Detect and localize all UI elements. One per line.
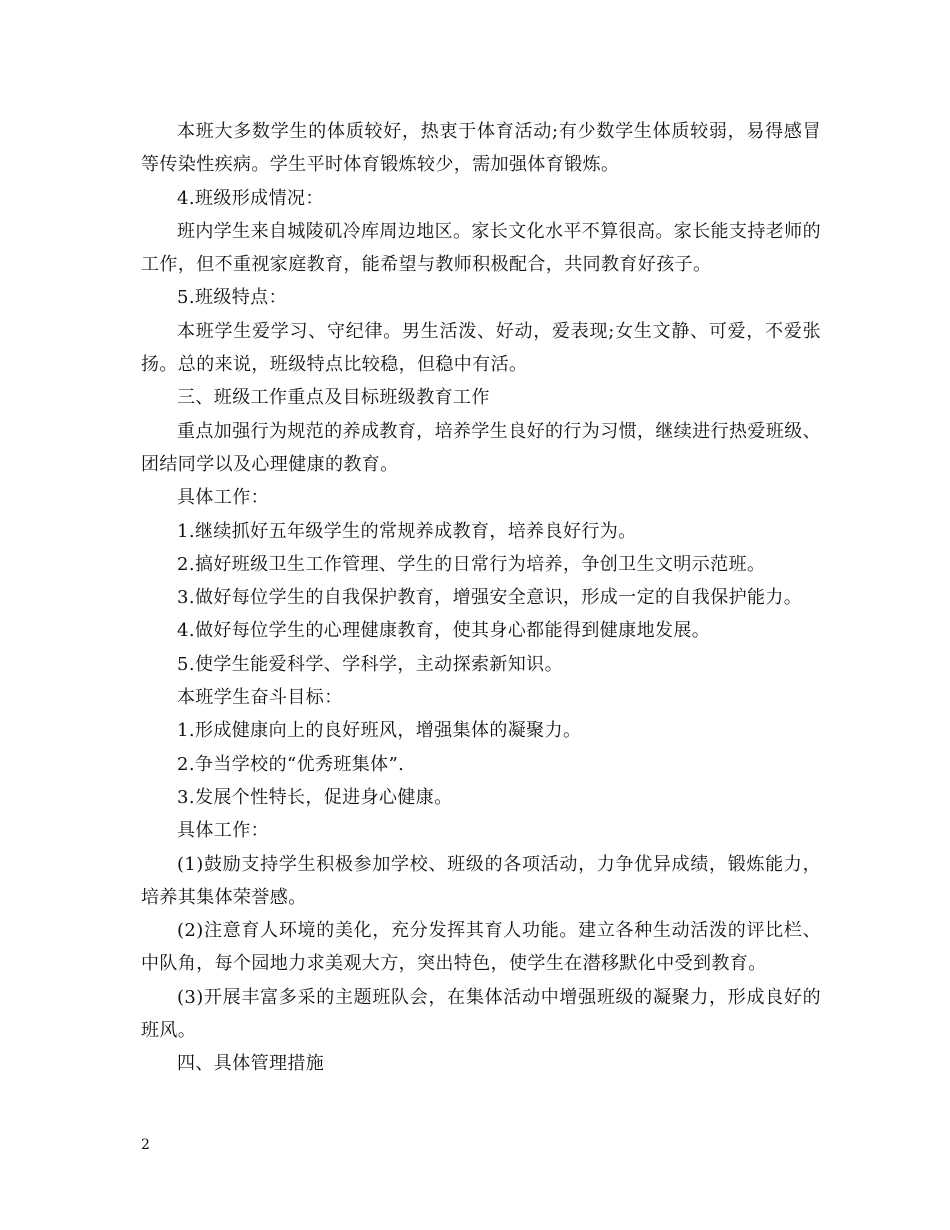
list-item-work-4: 4.做好每位学生的心理健康教育，使其身心都能得到健康地发展。: [177, 620, 711, 642]
list-item-work-3: 3.做好每位学生的自我保护教育，增强安全意识，形成一定的自我保护能力。: [177, 587, 803, 609]
list-item-goal-3: 3.发展个性特长，促进身心健康。: [177, 786, 453, 808]
list-item-work-5: 5.使学生能爱科学、学科学，主动探索新知识。: [177, 653, 563, 675]
subheading-specific-work-2: 具体工作：: [177, 820, 269, 842]
heading-class-characteristics: 5.班级特点：: [177, 287, 287, 309]
list-item-work-2: 2.搞好班级卫生工作管理、学生的日常行为培养，争创卫生文明示范班。: [177, 553, 766, 575]
section-heading-work-focus: 三、班级工作重点及目标班级教育工作: [177, 387, 490, 409]
document-body: [141, 115, 821, 1081]
list-item-activity-3: (3)开展丰富多采的主题班队会，在集体活动中增强班级的凝聚力，形成良好的班风。: [141, 986, 821, 1042]
heading-class-formation: 4.班级形成情况：: [177, 187, 324, 209]
paragraph-class-characteristics: 本班学生爱学习、守纪律。男生活泼、好动，爱表现;女生文静、可爱，不爱张扬。总的来说，班级特点比较稳，但稳中有活。: [141, 320, 821, 376]
paragraph-physical-condition: 本班大多数学生的体质较好，热衷于体育活动;有少数学生体质较弱，易得感冒等传染性疾病。学生平时体育锻炼较少，需加强体育锻炼。: [141, 121, 821, 176]
list-item-goal-1: 1.形成健康向上的良好班风，增强集体的凝聚力。: [177, 720, 582, 742]
list-item-work-1: 1.继续抓好五年级学生的常规养成教育，培养良好行为。: [177, 520, 637, 542]
section-heading-management-measures: 四、具体管理措施: [177, 1053, 325, 1075]
paragraph-class-formation: 班内学生来自城陵矶冷库周边地区。家长文化水平不算很高。家长能支持老师的工作，但不重视家庭教育，能希望与教师积极配合，共同教育好孩子。: [141, 220, 821, 276]
page-number: 2: [141, 1137, 150, 1153]
subheading-student-goals: 本班学生奋斗目标：: [177, 687, 343, 709]
list-item-goal-2: 2.争当学校的“优秀班集体”.: [177, 753, 405, 775]
list-item-activity-1: (1)鼓励支持学生积极参加学校、班级的各项活动，力争优异成绩，锻炼能力，培养其集体荣誉感。: [141, 853, 821, 908]
subheading-specific-work: 具体工作：: [177, 487, 269, 509]
list-item-activity-2: (2)注意育人环境的美化，充分发挥其育人功能。建立各种生动活泼的评比栏、中队角，每个园地力求美观大方，突出特色，使学生在潜移默化中受到教育。: [141, 920, 821, 975]
paragraph-work-focus: 重点加强行为规范的养成教育，培养学生良好的行为习惯，继续进行热爱班级、团结同学以及心理健康的教育。: [141, 420, 821, 475]
